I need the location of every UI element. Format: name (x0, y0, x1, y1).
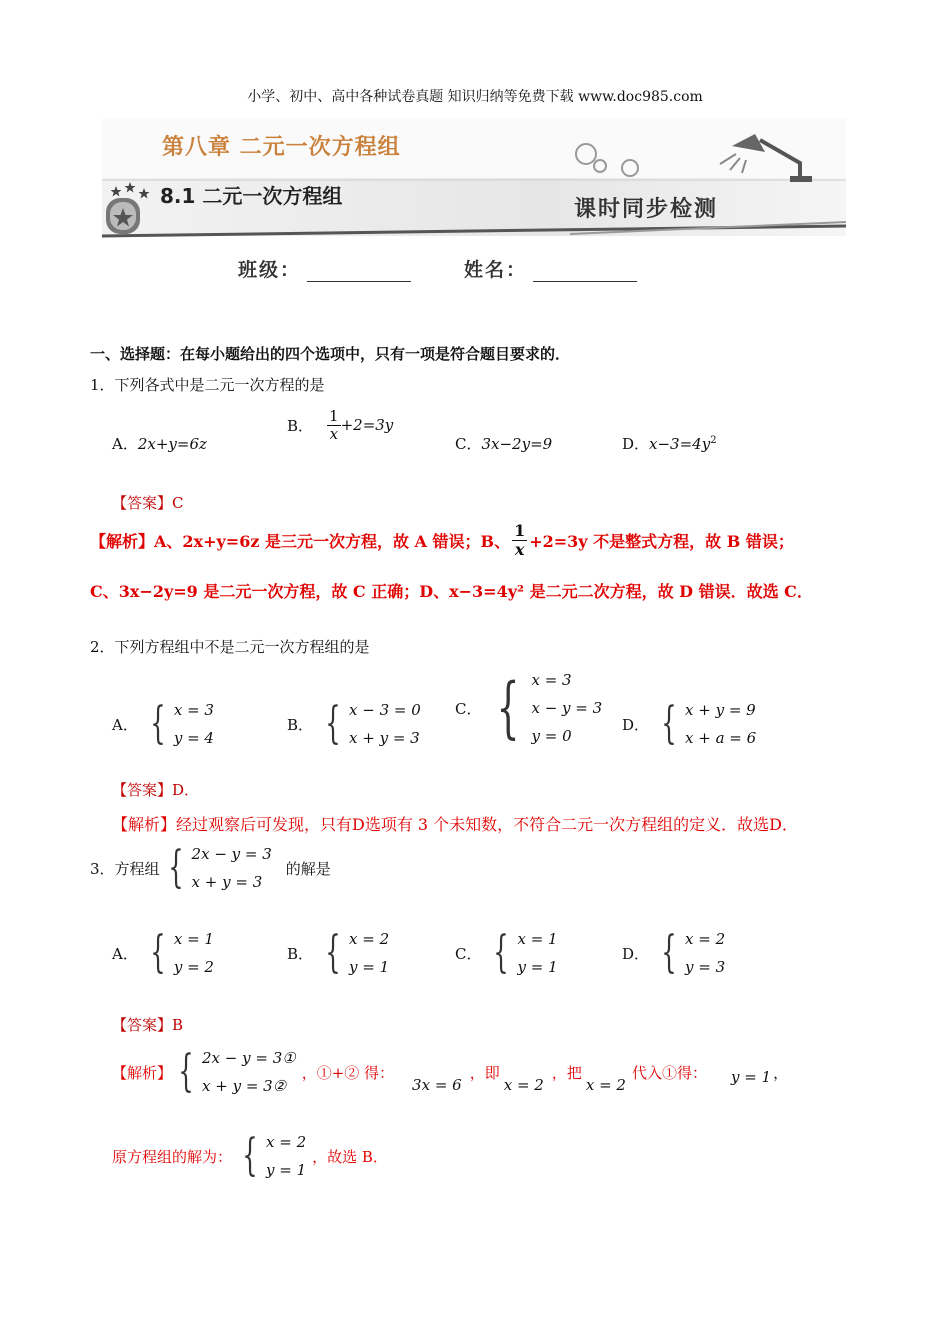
q1-answer: 【答案】C (112, 494, 184, 512)
q3-option-a: A． { x = 1 y = 2 (112, 927, 214, 978)
name-label: 姓名： (464, 259, 528, 281)
q1-option-c: C．3x−2y=9 (455, 435, 553, 453)
q1-stem: 1．下列各式中是二元一次方程的是 (90, 376, 325, 394)
q1-option-d: D．$x-3=4y^2$ (622, 435, 717, 453)
q2-option-d: D． { x + y = 9 x + a = 6 (622, 698, 757, 749)
q1-b-fraction: $\frac{1}{x}$ (329, 407, 339, 443)
q1-option-a: A．2x+y=6z (112, 435, 207, 453)
q2-explanation: 【解析】经过观察后可发现，只有D选项有 3 个未知数，不符合二元一次方程组的定义．故选D． (112, 815, 799, 834)
q3-answer: 【答案】B (112, 1016, 184, 1034)
q1-explanation-line1: 【解析】A、2x+y=6z 是三元一次方程，故 A 错误；B、 $\frac{1}{x}$ +2=3y 不是整式方程，故 B 错误； (90, 521, 794, 559)
q2-answer: 【答案】D． (112, 781, 200, 799)
chapter-title: 第八章 二元一次方程组 (162, 135, 401, 160)
site-header-line: 小学、初中、高中各种试卷真题 知识归纳等免费下载 www.doc985.com (247, 89, 703, 105)
q3-system: { 2x − y = 3 x + y = 3 (167, 842, 272, 893)
q3-solution: 原方程组的解为： { x = 2 y = 1 ，故选 B． (112, 1130, 388, 1181)
q1-explanation-line2: C、3x−2y=9 是二元一次方程，故 C 正确；D、x−3=4y² 是二元二次方程，故 D 错误．故选 C． (90, 582, 813, 601)
part-heading: 一、选择题：在每小题给出的四个选项中，只有一项是符合题目要求的． (90, 345, 571, 363)
class-blank[interactable] (307, 263, 411, 282)
q2-stem: 2．下列方程组中不是二元一次方程组的是 (90, 638, 370, 656)
q3-option-c: C． { x = 1 y = 1 (455, 927, 558, 978)
q2-option-b: B． { x − 3 = 0 x + y = 3 (287, 698, 421, 749)
class-label: 班级： (238, 259, 302, 281)
name-blank[interactable] (533, 263, 637, 282)
q2-option-c: C． { x = 3 x − y = 3 y = 0 (455, 669, 603, 746)
q3-explanation: 【解析】 { 2x − y = 3① x + y = 3② ，①+② 得： 3x = 6 ，即 x = 2 ，把 x = 2 代入①得： y = 1 ， (112, 1046, 789, 1097)
lesson-tag: 课时同步检测 (574, 197, 719, 222)
name-field (464, 255, 637, 282)
class-field (238, 255, 411, 282)
section-title: 8.1 二元一次方程组 (160, 184, 343, 208)
q3-option-b: B． { x = 2 y = 1 (287, 927, 390, 978)
q1-option-b: B． $\frac{1}{x}$ +2=3y (287, 407, 394, 443)
q3-option-d: D． { x = 2 y = 3 (622, 927, 726, 978)
q3-stem: 3．方程组 { 2x − y = 3 x + y = 3 的解是 (90, 840, 331, 896)
q2-option-a: A． { x = 3 y = 4 (112, 698, 214, 749)
